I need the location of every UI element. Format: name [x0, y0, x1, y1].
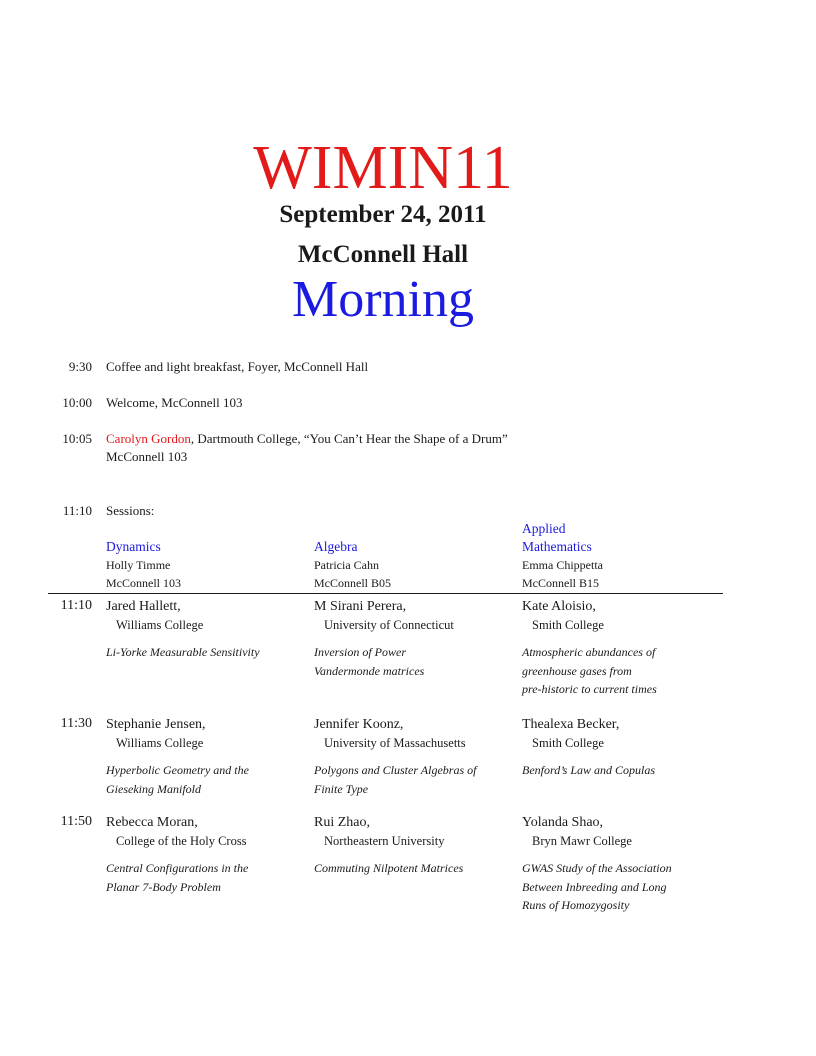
- session-name: Dynamics: [106, 539, 161, 554]
- talk-title: Li-Yorke Measurable Sensitivity: [106, 645, 260, 659]
- event-text: Welcome, McConnell 103: [106, 395, 243, 410]
- talk-cell: [314, 597, 514, 680]
- event-text: Coffee and light breakfast, Foyer, McConnell Hall: [106, 359, 369, 374]
- sessions-time: 11:10: [62, 503, 92, 518]
- talk-cell: [522, 813, 722, 915]
- event-time: 10:05: [62, 431, 92, 446]
- talk-speaker: Thealexa Becker,: [522, 717, 620, 732]
- slot-time: 11:30: [60, 716, 92, 731]
- keynote-speaker: Carolyn Gordon: [106, 431, 191, 446]
- schedule-period: Morning: [292, 271, 474, 328]
- session-header-applied-mathematics: [522, 520, 722, 592]
- talk-institution: Northeastern University: [324, 834, 445, 848]
- slot-time: 11:10: [60, 598, 92, 613]
- talk-speaker: Stephanie Jensen,: [106, 717, 206, 732]
- talk-cell: [522, 597, 722, 699]
- slot-time: 11:50: [60, 814, 92, 829]
- session-name-line1: Applied: [522, 521, 566, 536]
- table-divider: [48, 593, 723, 594]
- event-date: September 24, 2011: [279, 201, 487, 228]
- talk-speaker: Yolanda Shao,: [522, 815, 604, 830]
- session-chair: Emma Chippetta: [522, 558, 603, 572]
- talk-institution: Smith College: [532, 736, 604, 750]
- session-name-line1: [106, 520, 306, 538]
- event-time: 9:30: [68, 359, 92, 374]
- talk-cell: [522, 715, 722, 780]
- session-name: Algebra: [314, 539, 358, 554]
- talk-title: Benford’s Law and Copulas: [522, 763, 656, 777]
- talk-institution: Smith College: [532, 618, 604, 632]
- talk-institution: College of the Holy Cross: [116, 834, 247, 848]
- talk-title: Inversion of Power Vandermonde matrices: [314, 645, 425, 678]
- keynote-line: [106, 430, 508, 448]
- event-venue: McConnell Hall: [297, 241, 469, 268]
- session-chair: Holly Timme: [106, 558, 171, 572]
- talk-speaker: Jared Hallett,: [106, 599, 181, 614]
- session-chair: Patricia Cahn: [314, 558, 379, 572]
- talk-title: Central Configurations in the Planar 7-Body Problem: [106, 861, 249, 894]
- page-title: WIMIN11: [253, 134, 513, 202]
- session-name: Mathematics: [522, 539, 592, 554]
- talk-institution: University of Connecticut: [324, 618, 454, 632]
- session-room: McConnell 103: [106, 576, 181, 590]
- talk-institution: Williams College: [116, 618, 204, 632]
- session-header-dynamics: [106, 520, 306, 592]
- talk-speaker: Rebecca Moran,: [106, 815, 198, 830]
- session-room: McConnell B05: [314, 576, 391, 590]
- talk-title: Polygons and Cluster Algebras of Finite Type: [314, 763, 477, 796]
- keynote-text: , Dartmouth College, “You Can’t Hear the Shape of a Drum”: [190, 431, 508, 446]
- sessions-label: Sessions:: [106, 503, 155, 518]
- session-header-algebra: [314, 520, 514, 592]
- talk-title: Commuting Nilpotent Matrices: [314, 861, 464, 875]
- session-name-line1: [314, 520, 514, 538]
- talk-institution: University of Massachusetts: [324, 736, 466, 750]
- talk-speaker: Kate Aloisio,: [522, 599, 596, 614]
- talk-institution: Williams College: [116, 736, 204, 750]
- talk-cell: [314, 715, 514, 798]
- talk-institution: Bryn Mawr College: [532, 834, 632, 848]
- keynote-room: McConnell 103: [106, 449, 188, 464]
- talk-cell: [314, 813, 514, 878]
- session-room: McConnell B15: [522, 576, 599, 590]
- talk-cell: [106, 813, 306, 896]
- event-time: 10:00: [62, 395, 92, 410]
- talk-speaker: Jennifer Koonz,: [314, 717, 404, 732]
- talk-speaker: M Sirani Perera,: [314, 599, 407, 614]
- talk-title: Hyperbolic Geometry and the Gieseking Manifold: [106, 763, 249, 796]
- talk-speaker: Rui Zhao,: [314, 815, 370, 830]
- talk-title: GWAS Study of the Association Between Inbreeding and Long Runs of Homozygosity: [522, 861, 672, 912]
- talk-cell: [106, 597, 306, 662]
- talk-title: Atmospheric abundances of greenhouse gases from pre-historic to current times: [522, 645, 657, 696]
- talk-cell: [106, 715, 306, 798]
